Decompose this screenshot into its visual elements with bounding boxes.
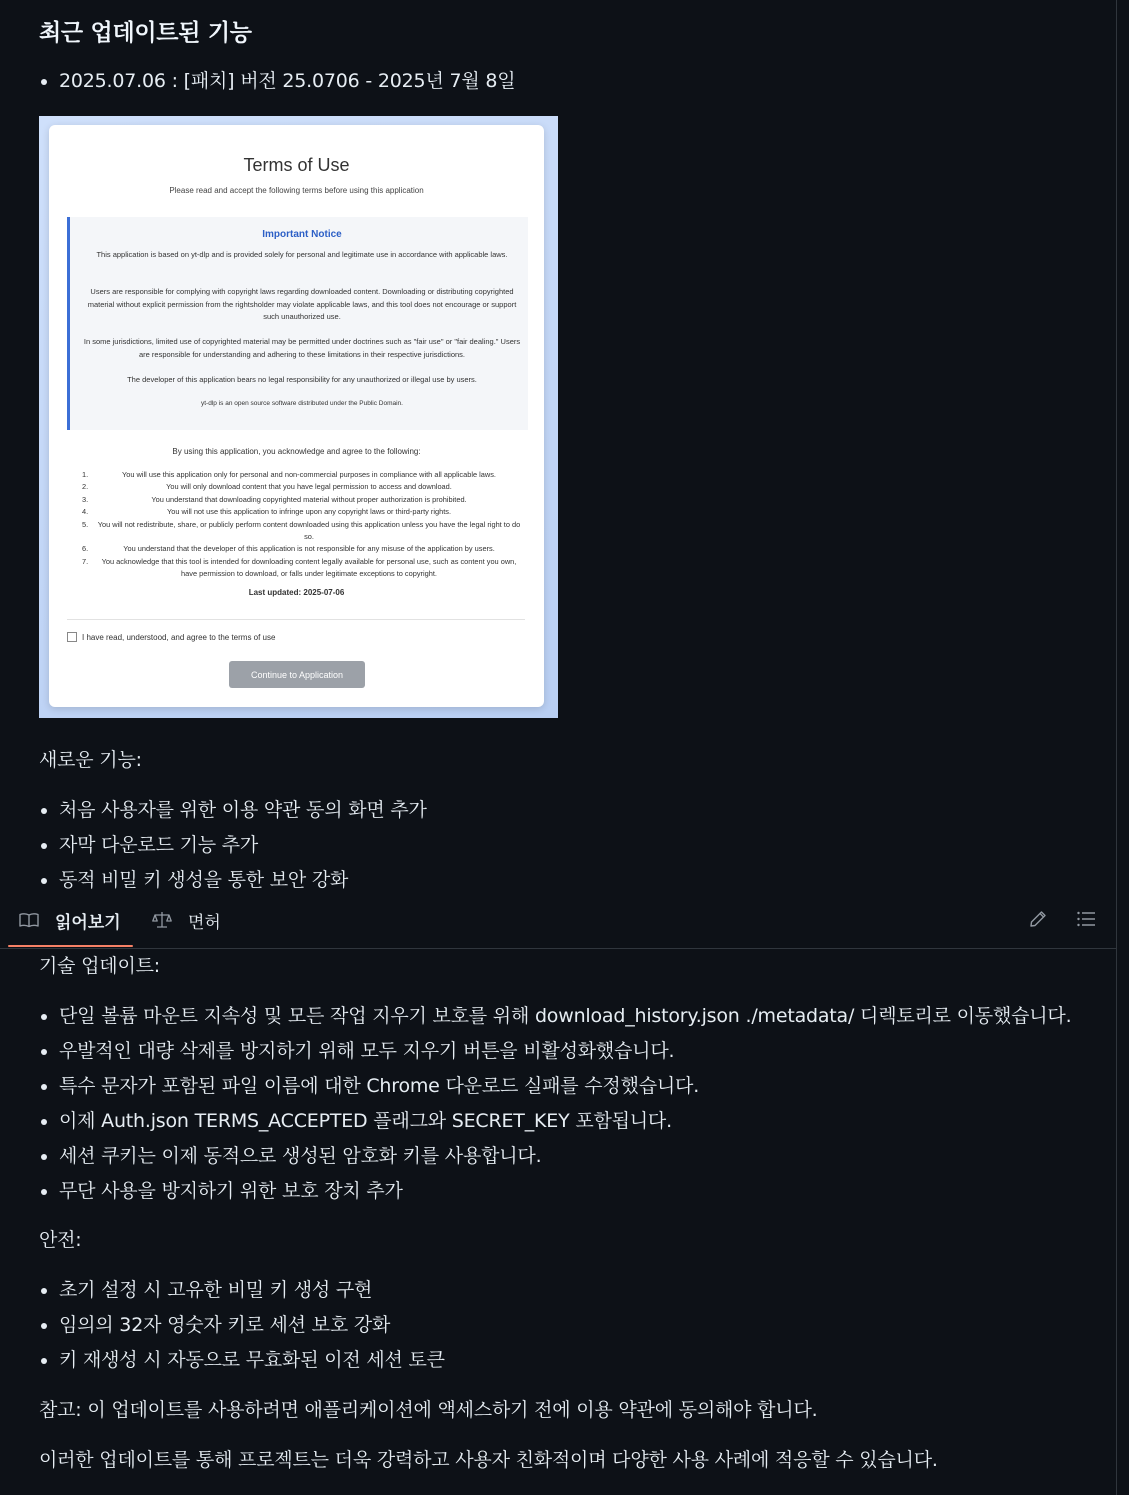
term-item: 1. You will use this application only for personal and non-commercial purposes in compliance with all applicable laws. [82, 470, 496, 479]
continue-button: Continue to Application [229, 661, 365, 688]
active-tab-indicator [8, 945, 133, 947]
notice-p3: In some jurisdictions, limited use of copyrighted material may be permitted under doctrines such as "fair use" or "fair dealing." Users are responsible for understanding and adhering to these limitations in their respective jurisdictions. [83, 337, 521, 359]
list-item: 동적 비밀 키 생성을 통한 보안 강화 [59, 869, 349, 891]
list-item: 우발적인 대량 삭제를 방지하기 위해 모두 지우기 버튼을 비활성화했습니다. [59, 1040, 675, 1062]
list-item: 이제 Auth.json TERMS_ACCEPTED 플래그와 SECRET_KEY 포함됩니다. [59, 1110, 672, 1132]
term-item: 4. You will not use this application to infringe upon any copyright laws or third-party rights. [82, 507, 451, 517]
edit-button[interactable] [1026, 907, 1050, 931]
tab-license-label: 면허 [188, 912, 221, 933]
note-text: 참고: 이 업데이트를 사용하려면 애플리케이션에 액세스하기 전에 이용 약관에 동의해야 합니다. [39, 1399, 818, 1421]
section-heading: 최근 업데이트된 기능 [39, 20, 252, 46]
terms-title: Terms of Use [243, 155, 350, 175]
pencil-icon [1029, 910, 1047, 928]
list-item: 자막 다운로드 기능 추가 [59, 834, 259, 856]
tech-updates-label: 기술 업데이트: [39, 955, 160, 977]
closing-text: 이러한 업데이트를 통해 프로젝트는 더욱 강력하고 사용자 친화적이며 다양한 사용 사례에 적응할 수 있습니다. [39, 1449, 938, 1471]
notice-heading: Important Notice [262, 229, 342, 240]
content-border [1116, 0, 1117, 1495]
outline-button[interactable] [1074, 907, 1098, 931]
list-item: 처음 사용자를 위한 이용 약관 동의 화면 추가 [59, 799, 427, 821]
list-item: 임의의 32자 영숫자 키로 세션 보호 강화 [59, 1314, 391, 1336]
term-item: 2. You will only download content that you have legal permission to access and download. [82, 482, 452, 492]
release-item: 2025.07.06 : [패치] 버전 25.0706 - 2025년 7월 8일 [59, 70, 516, 92]
terms-list [82, 469, 522, 581]
notice-p5: yt-dlp is an open source software distributed under the Public Domain. [201, 400, 403, 407]
term-item: 5. You will not redistribute, share, or publicly perform content downloaded using this application unless you have the legal right to do so. [82, 519, 521, 542]
list-icon [1076, 910, 1096, 928]
last-updated: Last updated: 2025-07-06 [248, 588, 345, 597]
notice-p2: Users are responsible for complying with copyright laws regarding downloaded content. Downloading or distributing copyrighted material without explicit permission from the rightsholder may violate applicable laws, and this tool does not encourage or support such unauthorized use. [87, 287, 517, 321]
law-scale-icon [152, 911, 172, 929]
terms-card [49, 125, 544, 707]
readme-tab-bar [0, 892, 1116, 949]
list-item: 키 재생성 시 자동으로 무효화된 이전 세션 토큰 [59, 1349, 445, 1371]
terms-subtitle: Please read and accept the following terms before using this application [169, 186, 424, 195]
tab-readme[interactable] [19, 892, 121, 948]
term-item: 3. You understand that downloading copyrighted material without proper authorization is prohibited. [82, 494, 467, 504]
tab-readme-label: 읽어보기 [55, 912, 121, 933]
term-item: 6. You understand that the developer of this application is not responsible for any misuse of the application by users. [82, 544, 495, 554]
notice-p1: This application is based on yt-dlp and is provided solely for personal and legitimate use in accordance with applicable laws. [96, 250, 508, 259]
acknowledge-text: By using this application, you acknowledge and agree to the following: [172, 447, 421, 456]
new-features-label: 새로운 기능: [39, 749, 142, 771]
tab-license[interactable] [152, 892, 221, 948]
terms-screenshot [39, 116, 558, 718]
divider [67, 619, 525, 620]
book-icon [19, 912, 39, 928]
list-item: 특수 문자가 포함된 파일 이름에 대한 Chrome 다운로드 실패를 수정했습니다. [59, 1075, 700, 1097]
list-item: 세션 쿠키는 이제 동적으로 생성된 암호화 키를 사용합니다. [59, 1145, 542, 1167]
notice-p4: The developer of this application bears no legal responsibility for any unauthorized or illegal use by users. [127, 375, 477, 384]
safety-label: 안전: [39, 1229, 82, 1251]
list-item: 무단 사용을 방지하기 위한 보호 장치 추가 [59, 1180, 403, 1202]
list-item: 단일 볼륨 마운트 지속성 및 모든 작업 지우기 보호를 위해 download_history.json ./metadata/ 디렉토리로 이동했습니다. [59, 1005, 1072, 1027]
agree-checkbox-row [67, 632, 275, 642]
list-item: 초기 설정 시 고유한 비밀 키 생성 구현 [59, 1279, 373, 1301]
important-notice [67, 217, 528, 430]
agree-checkbox [67, 632, 77, 642]
term-item: 7. You acknowledge that this tool is intended for downloading content legally available for personal use, such as content you own, have permission to download, or falls under legitimate exceptions to copyright. [82, 556, 517, 579]
agree-label: I have read, understood, and agree to the terms of use [82, 632, 276, 642]
